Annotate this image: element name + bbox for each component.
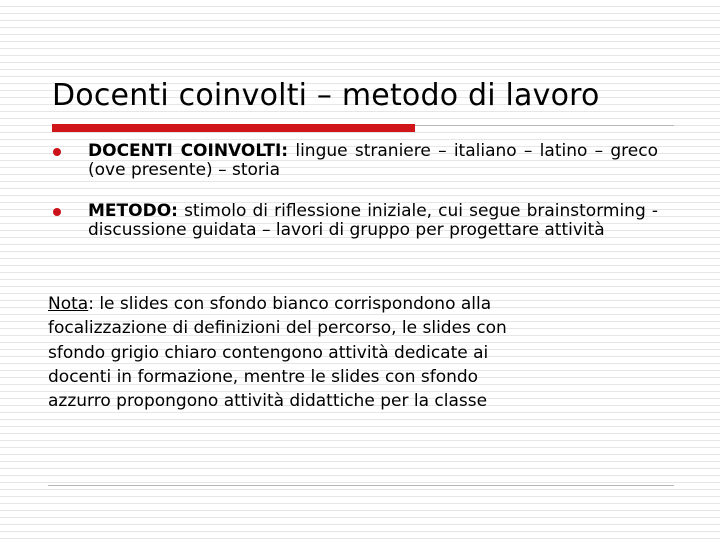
bullet-label: DOCENTI COINVOLTI: (88, 141, 289, 161)
slide-title: Docenti coinvolti – metodo di lavoro (52, 78, 600, 113)
bottom-rule (48, 485, 674, 486)
red-dot-bullet-icon (53, 148, 61, 156)
bullet-item-metodo (52, 202, 658, 240)
note-text: : le slides con sfondo bianco corrispondono alla focalizzazione di definizioni del percorso, le slides con sfondo grigio chiaro contengono attività dedicate ai docenti in formazione, mentre le slides con sfondo azzurro propongono attività didattiche per la classe (48, 294, 507, 412)
title-accent-bar (52, 124, 415, 132)
bullet-item-docenti (52, 142, 658, 180)
bullet-label: METODO: (88, 201, 178, 221)
note-label: Nota (48, 294, 89, 314)
red-dot-bullet-icon (53, 208, 61, 216)
note-paragraph (48, 292, 526, 413)
bullet-text: lingue straniere – italiano – latino – greco (ove presente) – storia (88, 141, 659, 180)
bullet-list (52, 142, 658, 262)
bullet-text: stimolo di riflessione iniziale, cui segue brainstorming - discussione guidata – lavori di gruppo per progettare attività (88, 201, 658, 240)
